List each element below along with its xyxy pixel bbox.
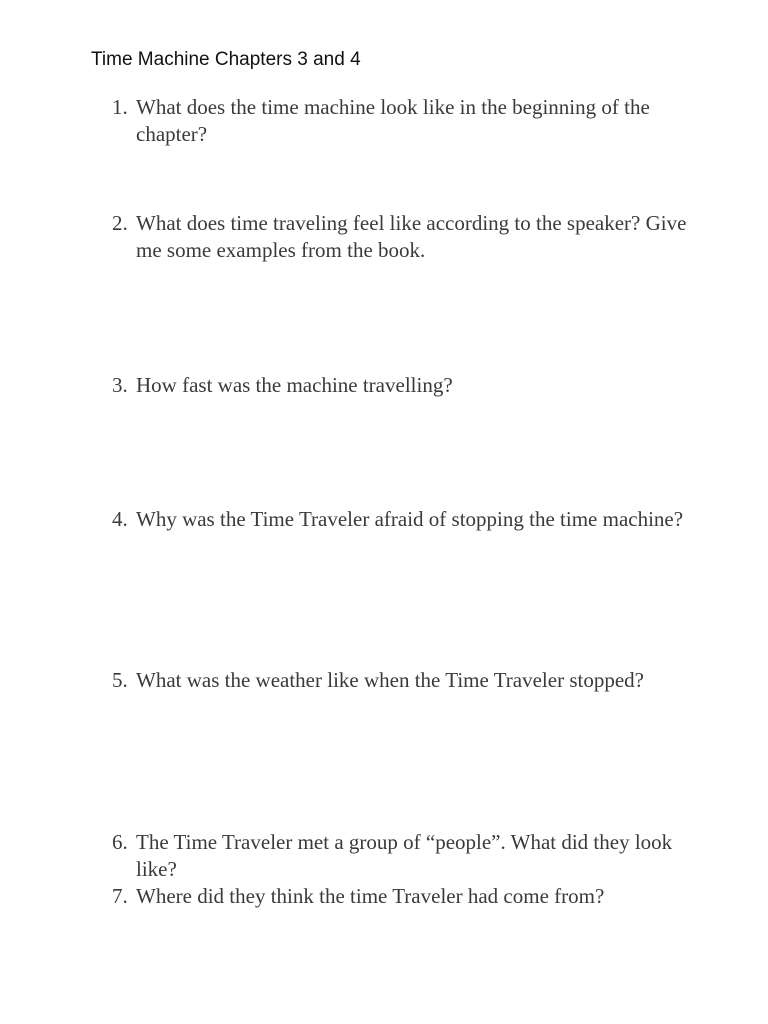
question-item bbox=[112, 667, 692, 694]
question-item bbox=[112, 210, 692, 264]
question-number: 6. bbox=[112, 830, 128, 854]
question-number: 2. bbox=[112, 211, 128, 235]
question-number: 4. bbox=[112, 507, 128, 531]
question-item bbox=[112, 829, 692, 883]
question-text: The Time Traveler met a group of “people”. What did they look like? bbox=[136, 830, 673, 881]
question-text: What was the weather like when the Time Traveler stopped? bbox=[136, 668, 644, 692]
question-number: 3. bbox=[112, 373, 128, 397]
question-item bbox=[112, 883, 692, 910]
question-number: 7. bbox=[112, 884, 128, 908]
question-text: Where did they think the time Traveler had come from? bbox=[136, 884, 605, 908]
question-text: What does time traveling feel like according to the speaker? Give me some examples from the book. bbox=[136, 211, 687, 262]
question-number: 1. bbox=[112, 95, 128, 119]
question-number: 5. bbox=[112, 668, 128, 692]
page-title: Time Machine Chapters 3 and 4 bbox=[91, 49, 361, 70]
question-text: How fast was the machine travelling? bbox=[136, 373, 453, 397]
question-item bbox=[112, 372, 692, 399]
question-item bbox=[112, 94, 692, 148]
question-text: Why was the Time Traveler afraid of stopping the time machine? bbox=[136, 507, 684, 531]
question-text: What does the time machine look like in the beginning of the chapter? bbox=[136, 95, 650, 146]
question-item bbox=[112, 506, 692, 533]
